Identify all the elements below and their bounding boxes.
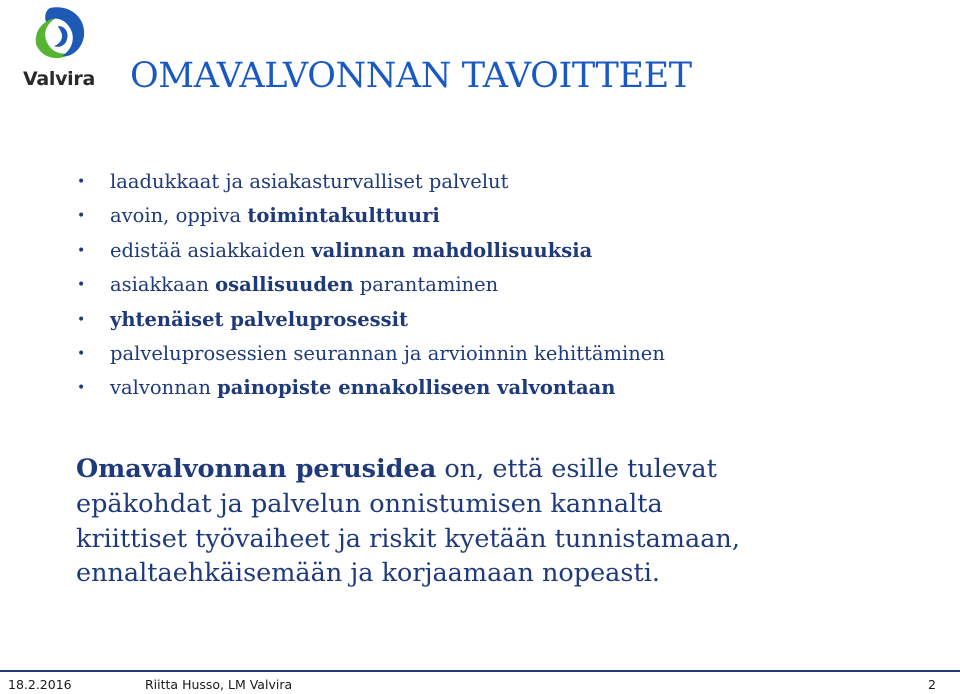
paragraph-line: ennaltaehkäisemään ja korjaamaan nopeasti. bbox=[76, 558, 660, 589]
bullet-dot-icon: • bbox=[77, 208, 86, 225]
bullet-text: valvonnan bbox=[110, 376, 218, 400]
bullet-text: parantaminen bbox=[353, 273, 499, 297]
bullet-item bbox=[72, 234, 665, 268]
bullet-item bbox=[72, 303, 665, 337]
bullet-dot-icon: • bbox=[77, 346, 86, 363]
slide-title: OMAVALVONNAN TAVOITTEET bbox=[130, 56, 692, 96]
summary-paragraph bbox=[76, 452, 916, 591]
bullet-text: laadukkaat ja asiakasturvalliset palvelut bbox=[110, 170, 509, 193]
bullet-text: edistää asiakkaiden bbox=[110, 238, 312, 262]
paragraph-line bbox=[76, 452, 916, 487]
bullet-bold-text: osallisuuden bbox=[215, 273, 354, 297]
bullet-dot-icon: • bbox=[77, 174, 86, 190]
bullet-item bbox=[72, 337, 665, 371]
footer-author: Riitta Husso, LM Valvira bbox=[145, 677, 293, 692]
footer-date: 18.2.2016 bbox=[8, 677, 72, 692]
paragraph-bold-lead: Omavalvonnan perusidea bbox=[76, 454, 437, 484]
bullet-dot-icon: • bbox=[77, 242, 86, 259]
footer-divider bbox=[0, 670, 960, 672]
bullet-text: asiakkaan bbox=[110, 273, 216, 297]
paragraph-line: epäkohdat ja palvelun onnistumisen kannalta bbox=[76, 488, 663, 519]
goals-bullet-list bbox=[72, 165, 665, 406]
bullet-item bbox=[72, 165, 665, 199]
bullet-dot-icon: • bbox=[77, 277, 86, 294]
valvira-logo bbox=[22, 4, 96, 94]
bullet-text: palveluprosessien seurannan ja arvioinnin kehittäminen bbox=[110, 342, 665, 366]
valvira-logo-icon bbox=[28, 4, 88, 66]
paragraph-line: kriittiset työvaiheet ja riskit kyetään tunnistamaan, bbox=[76, 523, 740, 554]
bullet-bold-text: painopiste ennakolliseen valvontaan bbox=[217, 376, 616, 400]
bullet-text: avoin, oppiva bbox=[110, 204, 248, 228]
logo-text: Valvira bbox=[23, 68, 95, 90]
paragraph-text: on, että esille tulevat bbox=[436, 454, 717, 484]
bullet-bold-text: yhtenäiset palveluprosessit bbox=[110, 307, 408, 331]
bullet-dot-icon: • bbox=[77, 311, 86, 328]
bullet-item bbox=[72, 371, 665, 405]
bullet-dot-icon: • bbox=[77, 380, 86, 397]
bullet-bold-text: valinnan mahdollisuuksia bbox=[311, 238, 593, 262]
footer-page-number: 2 bbox=[928, 677, 936, 692]
bullet-item bbox=[72, 268, 665, 302]
bullet-bold-text: toimintakulttuuri bbox=[247, 204, 440, 228]
bullet-item bbox=[72, 199, 665, 233]
